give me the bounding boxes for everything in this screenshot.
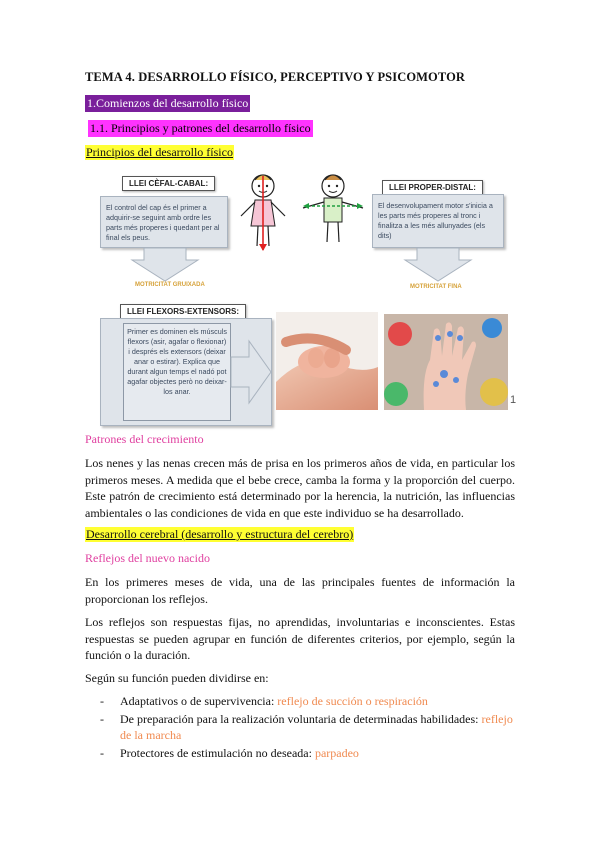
cefal-caudal-box bbox=[100, 196, 228, 248]
list-item-text: De preparación para la realización voluntaria de determinadas habilidades: bbox=[120, 711, 482, 726]
principles-figure bbox=[100, 168, 520, 430]
section-heading-1: 1.Comienzos del desarrollo físico bbox=[87, 96, 249, 110]
list-dash: - bbox=[100, 745, 104, 760]
flexors-extensors-inner bbox=[123, 323, 231, 421]
section-heading-1-1: 1.1. Principios y patrones del desarrollo físico bbox=[90, 121, 311, 135]
patrones-paragraph: Los nenes y las nenas crecen más de prisa en los primeros años de vida, en particular los primeros meses. A medida que el bebe crece, camba la forma y la proporción del cuerpo. Este patrón de crecimiento está determinado por la herencia, la nutrición, las influencias ambientales o las condiciones de vida en que este individuo se ha desarrollado. bbox=[85, 456, 515, 520]
list-item-example: reflejo de la marcha bbox=[120, 711, 513, 742]
patrones-heading: Patrones del crecimiento bbox=[85, 432, 204, 446]
reflejos-paragraph-1: En los primeres meses de vida, una de las principales fuentes de información la proporcionan los reflejos. bbox=[85, 575, 515, 606]
flexors-extensors-head: LLEI FLEXORS-EXTENSORS: bbox=[120, 304, 246, 319]
list-item bbox=[100, 711, 520, 744]
motricitat-gruixada-label: MOTRICITAT GRUIXADA bbox=[135, 282, 205, 288]
cefal-caudal-text: El control del cap és el primer a adquirir-se seguint amb ordre les parts més properes i quedant per al final els peus. bbox=[106, 203, 220, 242]
list-dash: - bbox=[100, 694, 104, 708]
reflejos-paragraph-2: Los reflejos son respuestas fijas, no aprendidas, involuntarias e inconscientes. Estas respuestas se pueden agrupar en función de diferentes criterios, por ejemplo, según la función o la duración. bbox=[85, 615, 515, 662]
cefal-caudal-head: LLEI CÈFAL-CABAL: bbox=[122, 176, 215, 191]
list-item-example: reflejo de succión o respiración bbox=[277, 694, 428, 708]
document-title: TEMA 4. DESARROLLO FÍSICO, PERCEPTIVO Y PSICOMOTOR bbox=[85, 70, 466, 84]
reflejos-heading: Reflejos del nuevo nacido bbox=[85, 551, 210, 565]
reflejos-paragraph-3: Según su función pueden dividirse en: bbox=[85, 671, 269, 685]
list-item bbox=[100, 693, 520, 710]
proper-distal-head: LLEI PROPER-DISTAL: bbox=[382, 180, 483, 195]
right-arrow-icon bbox=[229, 339, 273, 405]
list-item-text: Adaptativos o de supervivencia: bbox=[120, 694, 278, 708]
motricitat-fina-label: MOTRICITAT FINA bbox=[410, 284, 462, 290]
proper-distal-text: El desenvolupament motor s'inicia a les parts més properes al tronc i finalitza a les més allunyades (els dits) bbox=[378, 201, 493, 240]
down-arrow-icon bbox=[403, 248, 473, 282]
figure-page-mark: 1 bbox=[510, 394, 517, 406]
painted-hand-photo bbox=[384, 314, 508, 410]
list-item bbox=[100, 745, 520, 762]
list-dash: - bbox=[100, 711, 104, 726]
flexors-extensors-text: Primer es dominen els músculs flexors (asir, agafar o flexionar) i després els extensors (deixar anar o estirar). Explica que durant algun temps el nadó pot agafar objectes però no deixar-los anar. bbox=[127, 327, 227, 396]
reflejos-list bbox=[100, 693, 520, 762]
desarrollo-cerebral-heading: Desarrollo cerebral (desarrollo y estructura del cerebro) bbox=[86, 527, 354, 541]
proper-distal-box bbox=[372, 194, 504, 248]
subsection-heading-principios: Principios del desarrollo físico bbox=[86, 145, 233, 159]
child-figures-illustration bbox=[233, 170, 373, 252]
down-arrow-icon bbox=[130, 248, 200, 282]
baby-hand-photo bbox=[276, 312, 378, 410]
list-item-example: parpadeo bbox=[314, 745, 359, 760]
flexors-extensors-box bbox=[100, 318, 272, 426]
list-item-text: Protectores de estimulación no deseada: bbox=[120, 745, 315, 760]
